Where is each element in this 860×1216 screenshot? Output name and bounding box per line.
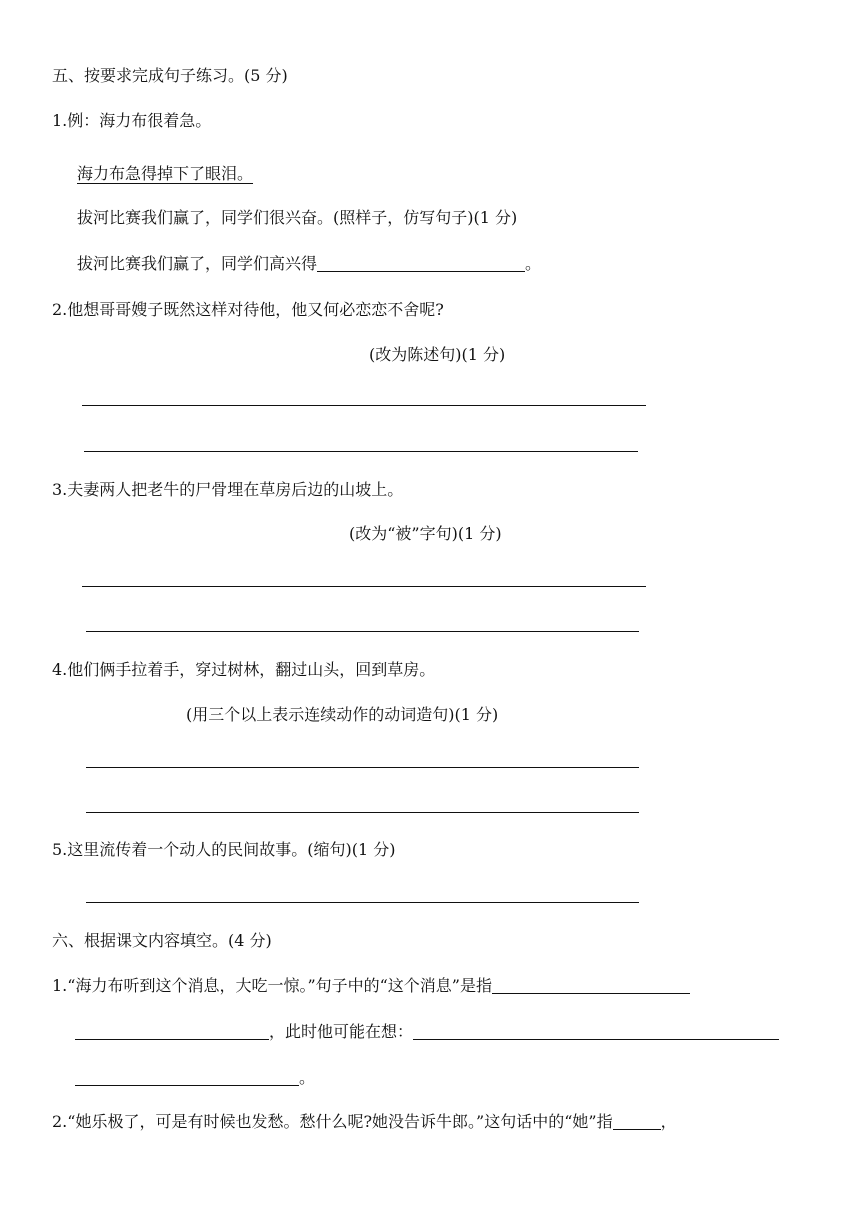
q5-label: 5.这里流传着一个动人的民间故事。(缩句)(1 分) — [52, 840, 396, 859]
s6-q1-blank-4[interactable] — [75, 1069, 299, 1086]
s6-q1-line-1 — [52, 976, 690, 996]
s6-q2-part2: ， — [660, 1112, 677, 1131]
q1-answer-prefix: 拔河比赛我们赢了，同学们高兴得 — [77, 254, 318, 273]
section6-heading: 六、根据课文内容填空。(4 分) — [52, 931, 272, 950]
q1-example: 海力布急得掉下了眼泪。 — [77, 164, 254, 183]
s6-q1-part2: ，此时他可能在想： — [269, 1022, 414, 1041]
s6-q1-part3: 。 — [299, 1068, 316, 1087]
section5-heading: 五、按要求完成句子练习。(5 分) — [52, 66, 288, 85]
q4-answer-line-1[interactable] — [86, 767, 639, 768]
q3-instruction: (改为“被”字句)(1 分) — [349, 524, 502, 543]
s6-q2-blank[interactable] — [613, 1113, 661, 1130]
q1-prompt: 拔河比赛我们赢了，同学们很兴奋。(照样子，仿写句子)(1 分) — [77, 208, 518, 227]
s6-q1-part1: 1.“海力布听到这个消息，大吃一惊。”句子中的“这个消息”是指 — [52, 976, 492, 995]
q4-answer-line-2[interactable] — [86, 812, 639, 813]
s6-q1-line-2 — [75, 1022, 779, 1042]
q2-answer-line-1[interactable] — [82, 405, 646, 406]
q3-answer-line-2[interactable] — [86, 631, 639, 632]
q3-answer-line-1[interactable] — [82, 586, 646, 587]
q1-answer-line — [77, 254, 541, 274]
q4-label: 4.他们俩手拉着手，穿过树林，翻过山头，回到草房。 — [52, 660, 436, 679]
s6-q2-line — [52, 1112, 677, 1132]
s6-q1-blank-2[interactable] — [75, 1023, 269, 1040]
q1-answer-suffix: 。 — [525, 254, 542, 273]
s6-q1-blank-1[interactable] — [492, 977, 690, 994]
q1-answer-blank[interactable] — [317, 255, 525, 272]
q5-answer-line[interactable] — [86, 902, 639, 903]
q3-label: 3.夫妻两人把老牛的尸骨埋在草房后边的山坡上。 — [52, 480, 404, 499]
s6-q1-line-3 — [75, 1068, 315, 1088]
s6-q2-part1: 2.“她乐极了，可是有时候也发愁。愁什么呢?她没告诉牛郎。”这句话中的“她”指 — [52, 1112, 613, 1131]
q2-answer-line-2[interactable] — [84, 451, 638, 452]
q1-label: 1.例：海力布很着急。 — [52, 111, 212, 130]
q2-instruction: (改为陈述句)(1 分) — [369, 345, 506, 364]
q2-label: 2.他想哥哥嫂子既然这样对待他，他又何必恋恋不舍呢? — [52, 300, 444, 319]
q4-instruction: (用三个以上表示连续动作的动词造句)(1 分) — [186, 705, 499, 724]
s6-q1-blank-3[interactable] — [413, 1023, 779, 1040]
